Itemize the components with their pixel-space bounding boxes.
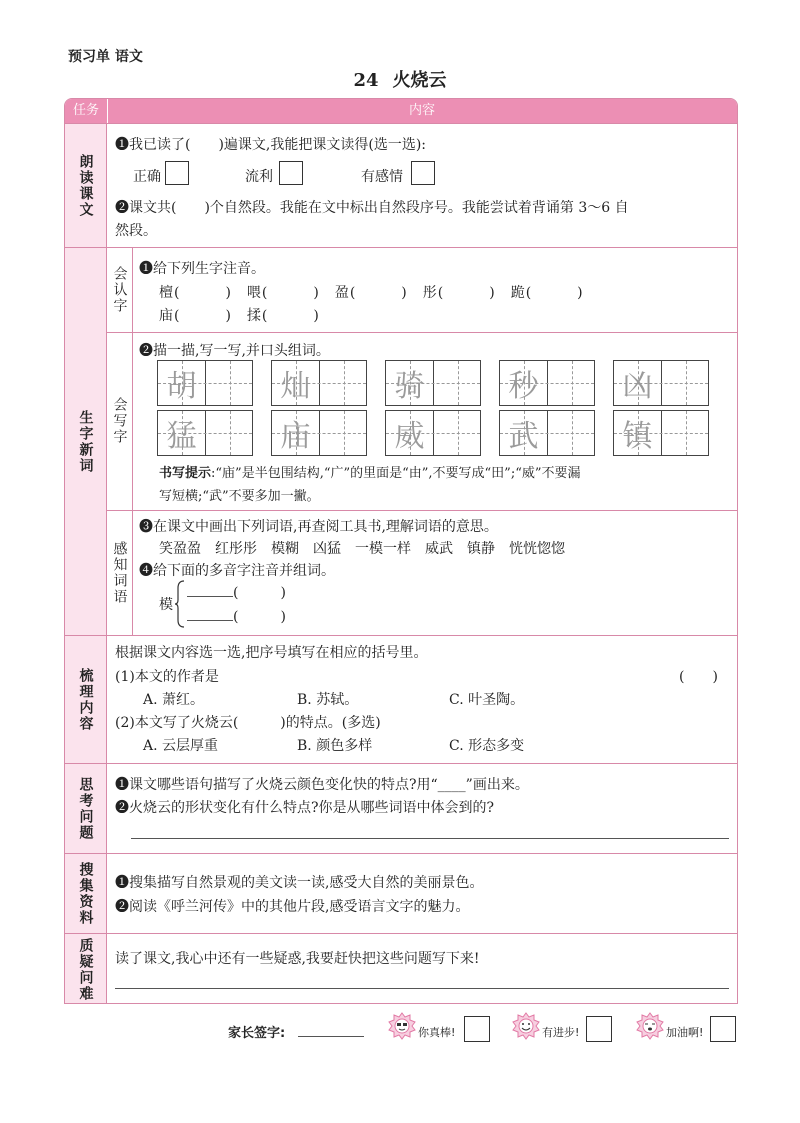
rating-keep-going-box[interactable]	[710, 1016, 736, 1042]
writing-tip-cont: 写短横;“武”不要多加一撇。	[159, 489, 320, 504]
section-new-chars	[65, 247, 737, 635]
q1-option-a: A. 萧红。	[143, 692, 205, 708]
writing-grid[interactable]: 猛	[157, 410, 253, 456]
writing-grid[interactable]: 胡	[157, 360, 253, 406]
header-content: 内容	[408, 103, 435, 118]
recognize-line2: 庙( ) 揉( )	[159, 308, 320, 324]
sunglasses-face-icon	[388, 1012, 416, 1040]
writing-grid[interactable]: 秒	[499, 360, 595, 406]
section-collect	[65, 853, 737, 933]
option-fluent: 流利	[245, 169, 273, 185]
recognize-q: ❶给下列生字注音。	[139, 261, 265, 277]
recognize-line1: 檀( ) 喂( ) 盈( ) 彤( ) 跪( )	[159, 285, 584, 301]
sublabel-words: 感知词语	[107, 510, 133, 636]
answer-line[interactable]	[131, 838, 729, 839]
blank-line[interactable]	[187, 620, 233, 621]
cheer-face-icon	[636, 1012, 664, 1040]
collect-q2: ❷阅读《呼兰河传》中的其他片段,感受语言文字的魅力。	[115, 899, 470, 915]
collect-q1: ❶搜集描写自然景观的美文读一读,感受大自然的美丽景色。	[115, 875, 484, 891]
q2-option-b: B. 颜色多样	[297, 738, 373, 754]
reading-q2-cont: 然段。	[115, 223, 157, 239]
q2-option-c: C. 形态多变	[449, 738, 525, 754]
checkbox-correct[interactable]	[165, 161, 189, 185]
writing-grid[interactable]: 镇	[613, 410, 709, 456]
content-q1: (1)本文的作者是	[115, 669, 219, 685]
blank-line[interactable]	[187, 596, 233, 597]
section-label: 搜集资料	[65, 854, 107, 933]
worksheet-table	[64, 98, 738, 1004]
q1-option-c: C. 叶圣陶。	[449, 692, 525, 708]
section-question	[65, 933, 737, 1004]
parent-sign-label: 家长签字:	[228, 1026, 286, 1041]
question-text: 读了课文,我心中还有一些疑惑,我要赶快把这些问题写下来!	[115, 951, 480, 967]
rating-great-box[interactable]	[464, 1016, 490, 1042]
answer-line[interactable]	[115, 988, 729, 989]
rating-progress-box[interactable]	[586, 1016, 612, 1042]
poly-paren-1: ( )	[233, 585, 286, 601]
rating-keep-going: 加油啊!	[666, 1026, 704, 1039]
checkbox-fluent[interactable]	[279, 161, 303, 185]
header-task: 任务	[72, 103, 99, 118]
rating-progress: 有进步!	[542, 1026, 580, 1039]
option-emotion: 有感情	[361, 169, 403, 185]
writing-grid[interactable]: 威	[385, 410, 481, 456]
smiley-face-icon	[512, 1012, 540, 1040]
writing-grid[interactable]: 武	[499, 410, 595, 456]
poly-char: 模	[159, 597, 173, 613]
section-label: 思考问题	[65, 764, 107, 853]
content-intro: 根据课文内容选一选,把序号填写在相应的括号里。	[115, 645, 428, 661]
section-content	[65, 635, 737, 763]
words-q4: ❹给下面的多音字注音并组词。	[139, 563, 335, 579]
option-correct: 正确	[133, 169, 161, 185]
q2-option-a: A. 云层厚重	[143, 738, 219, 754]
thinking-q2: ❷火烧云的形状变化有什么特点?你是从哪些词语中体会到的?	[115, 800, 495, 816]
table-header	[65, 99, 737, 123]
parent-sign-line[interactable]	[298, 1036, 364, 1037]
reading-q1: ❶我已读了( )遍课文,我能把课文读得(选一选):	[115, 137, 427, 153]
thinking-q1: ❶课文哪些语句描写了火烧云颜色变化快的特点?用“____”画出来。	[115, 777, 529, 793]
lesson-title-text: 火烧云	[392, 70, 447, 91]
sublabel-write: 会写字	[107, 332, 133, 510]
words-q3: ❸在课文中画出下列词语,再查阅工具书,理解词语的意思。	[139, 519, 498, 535]
words-list: 笑盈盈 红彤彤 模糊 凶猛 一模一样 威武 镇静 恍恍惚惚	[159, 541, 565, 557]
section-label: 梳理内容	[65, 636, 107, 763]
content-q2: (2)本文写了火烧云( )的特点。(多选)	[115, 715, 381, 731]
page-header-left: 预习单 语文	[68, 49, 143, 65]
section-thinking	[65, 763, 737, 853]
section-label: 朗读课文	[65, 124, 107, 247]
writing-grid[interactable]: 灿	[271, 360, 367, 406]
content-q1-answer[interactable]: ( )	[679, 669, 718, 685]
rating-great: 你真棒!	[418, 1026, 456, 1039]
checkbox-emotion[interactable]	[411, 161, 435, 185]
writing-grid[interactable]: 庙	[271, 410, 367, 456]
poly-paren-2: ( )	[233, 609, 286, 625]
reading-q2: ❷课文共( )个自然段。我能在文中标出自然段序号。我能尝试着背诵第 3～6 自	[115, 200, 629, 216]
brace-icon	[175, 580, 185, 628]
lesson-number: 24	[353, 70, 379, 91]
writing-grid[interactable]: 骑	[385, 360, 481, 406]
section-label: 质疑问难	[65, 934, 107, 1004]
write-q: ❷描一描,写一写,并口头组词。	[139, 343, 330, 359]
section-label: 生字新词	[65, 248, 107, 635]
writing-grid[interactable]: 凶	[613, 360, 709, 406]
lesson-title	[0, 66, 800, 92]
sublabel-recognize: 会认字	[107, 248, 133, 332]
writing-tip: 书写提示:“庙”是半包围结构,“广”的里面是“由”,不要写成“田”;“威”不要漏	[159, 466, 581, 481]
q1-option-b: B. 苏轼。	[297, 692, 359, 708]
section-reading	[65, 123, 737, 247]
